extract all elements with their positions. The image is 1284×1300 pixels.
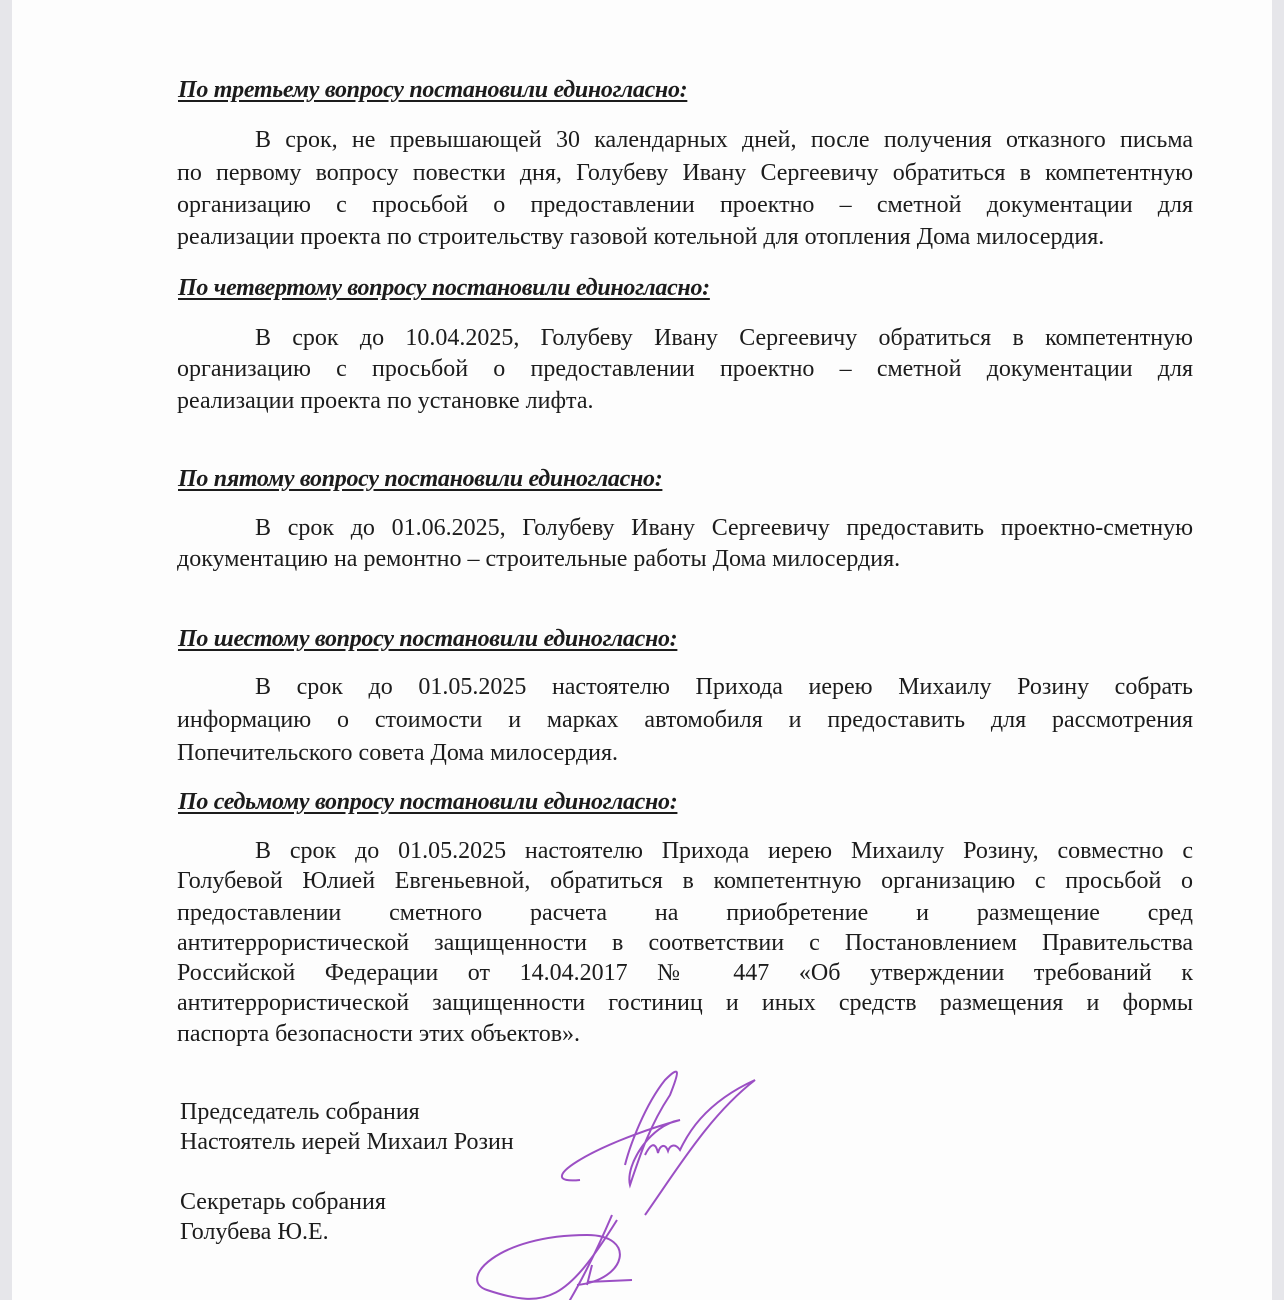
chair-name: Настоятель иерей Михаил Розин	[180, 1129, 514, 1155]
resolution-text-line: организацию с просьбой о предоставлении проектно – сметной документации для	[177, 356, 1193, 382]
resolution-text-line: паспорта безопасности этих объектов».	[177, 1021, 581, 1047]
resolution-text-line: антитеррористической защищенности гостиниц и иных средств размещения и формы	[177, 990, 1193, 1016]
resolution-text-line: Голубевой Юлией Евгеньевной, обратиться в компетентную организацию с просьбой о	[177, 868, 1193, 894]
resolution-text-line: В срок до 01.05.2025 настоятелю Прихода иерею Михаилу Розину, совместно с	[255, 838, 1193, 864]
secretary-signature	[467, 1210, 667, 1300]
resolution-text-line: В срок до 10.04.2025, Голубеву Ивану Сергеевичу обратиться в компетентную	[255, 325, 1193, 351]
resolution-text-line: В срок до 01.05.2025 настоятелю Прихода иерею Михаилу Розину собрать	[255, 674, 1193, 700]
resolution-text-line: документацию на ремонтно – строительные работы Дома милосердия.	[177, 546, 901, 572]
secretary-name: Голубева Ю.Е.	[180, 1219, 329, 1245]
resolution-text-line: антитеррористической защищенности в соответствии с Постановлением Правительства	[177, 930, 1193, 956]
resolution-text-line: В срок, не превышающей 30 календарных дней, после получения отказного письма	[255, 127, 1193, 153]
resolution-text-line: В срок до 01.06.2025, Голубеву Ивану Сергеевичу предоставить проектно-сметную	[255, 515, 1193, 541]
resolution-text-line: реализации проекта по строительству газовой котельной для отопления Дома милосердия.	[177, 224, 1105, 250]
chair-title: Председатель собрания	[180, 1099, 420, 1125]
resolution-heading-3: По третьему вопросу постановили единогласно:	[178, 77, 688, 103]
resolution-text-line: Российской Федерации от 14.04.2017 № 447 «Об утверждении требований к	[177, 960, 1193, 986]
resolution-heading-5: По пятому вопросу постановили единогласно:	[178, 466, 663, 492]
resolution-text-line: по первому вопросу повестки дня, Голубеву Ивану Сергеевичу обратиться в компетентную	[177, 160, 1193, 186]
secretary-title: Секретарь собрания	[180, 1189, 386, 1215]
resolution-heading-6: По шестому вопросу постановили единогласно:	[178, 626, 678, 652]
resolution-text-line: Попечительского совета Дома милосердия.	[177, 740, 619, 766]
resolution-text-line: реализации проекта по установке лифта.	[177, 388, 594, 414]
resolution-heading-7: По седьмому вопросу постановили единогласно:	[178, 789, 678, 815]
resolution-text-line: информацию о стоимости и марках автомобиля и предоставить для рассмотрения	[177, 707, 1193, 733]
resolution-text-line: организацию с просьбой о предоставлении проектно – сметной документации для	[177, 192, 1193, 218]
document-page	[12, 0, 1272, 1300]
resolution-heading-4: По четвертому вопросу постановили единогласно:	[178, 275, 710, 301]
resolution-text-line: предоставлении сметного расчета на приобретение и размещение сред	[177, 900, 1193, 926]
